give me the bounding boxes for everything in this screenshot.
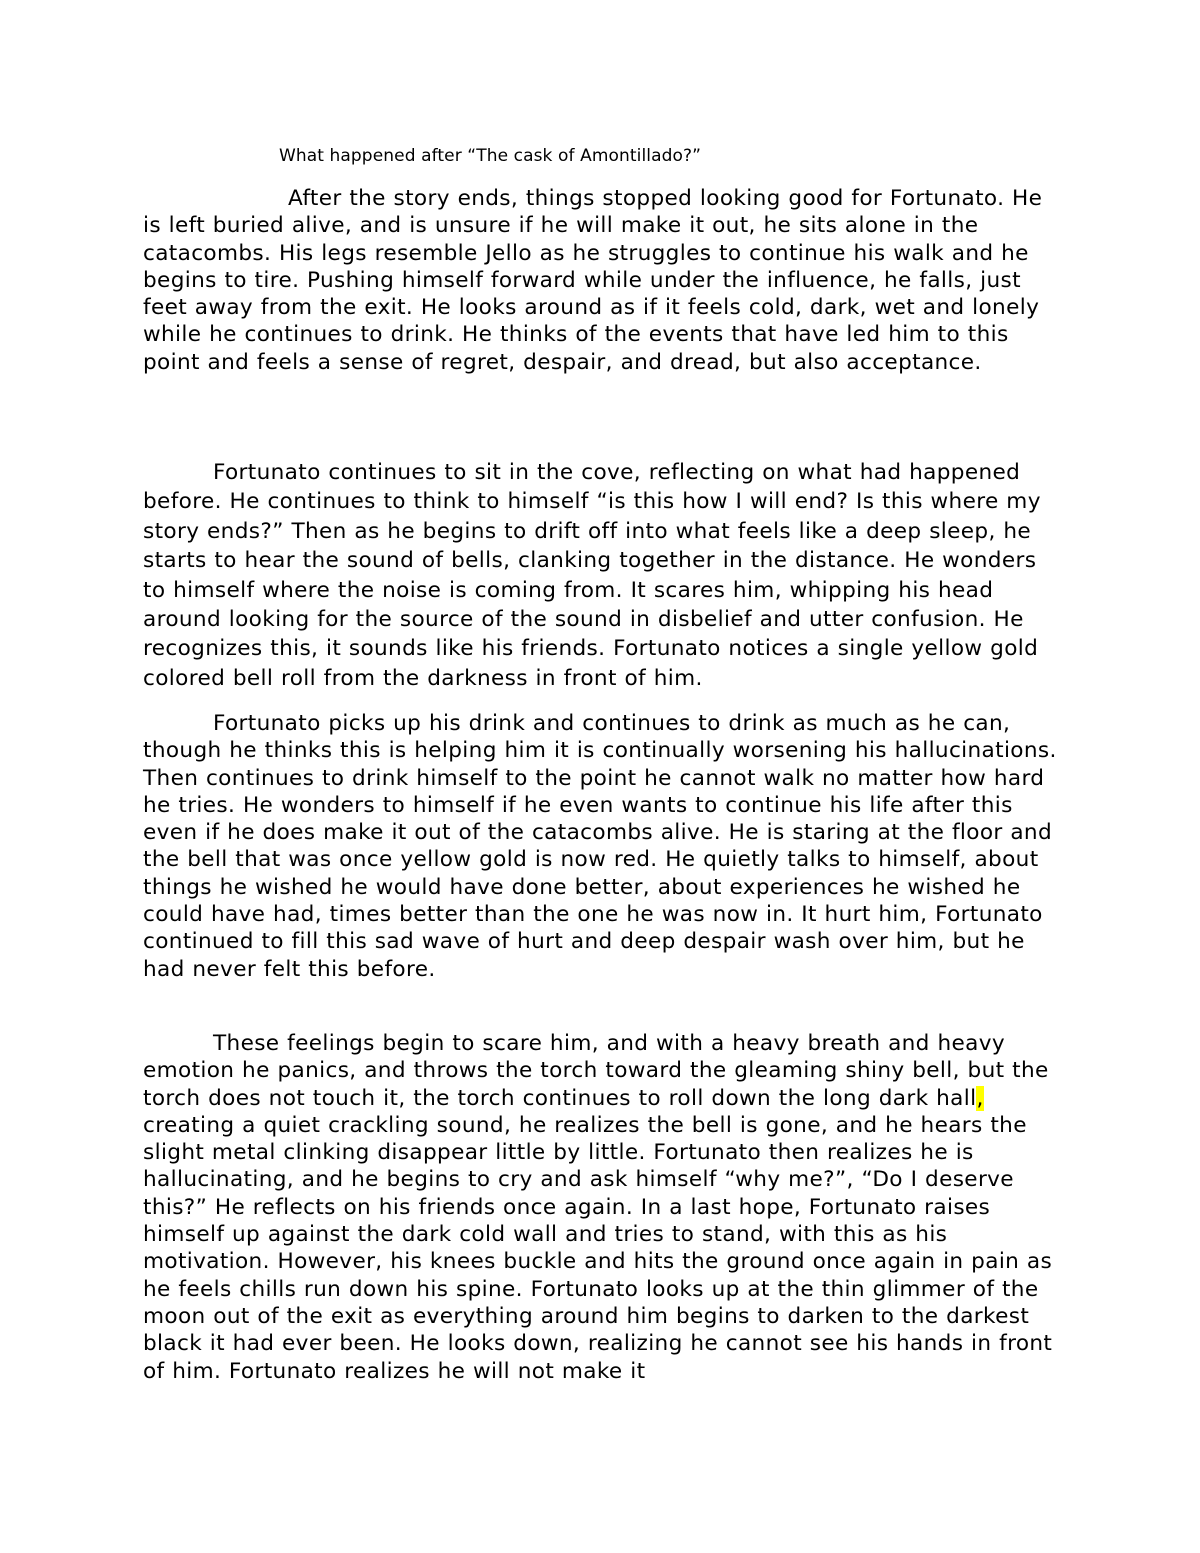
highlighted-comma: ,: [976, 1085, 984, 1111]
document-title: What happened after “The cask of Amontillado?”: [278, 146, 702, 166]
paragraph-4-text-start: These feelings begin to scare him, and with a heavy breath and heavy emotion he panics, and throws the torch toward the gleaming shiny bell, but the torch does not touch it, the torch continues to roll down the long dark hall: [143, 1031, 1049, 1111]
paragraph-4-text-end: creating a quiet crackling sound, he realizes the bell is gone, and he hears the slight metal clinking disappear little by little. Fortunato then realizes he is hallucinating, and he begins to cry and ask himself “why me?”, “Do I deserve this?” He reflects on his friends once again. In a last hope, Fortunato raises himself up against the dark cold wall and tries to stand, with this as his motivation. However, his knees buckle and hits the ground once again in pain as he feels chills run down his spine. Fortunato looks up at the thin glimmer of the moon out of the exit as everything around him begins to darken to the darkest black it had ever been. He looks down, realizing he cannot see his hands in front of him. Fortunato realizes he will not make it: [143, 1112, 1053, 1384]
paragraph-4: [143, 1030, 1063, 1385]
paragraph-3: Fortunato picks up his drink and continues to drink as much as he can, though he thinks this is helping him it is continually worsening his hallucinations. Then continues to drink himself to the point he cannot walk no matter how hard he tries. He wonders to himself if he even wants to continue his life after this even if he does make it out of the catacombs alive. He is staring at the floor and the bell that was once yellow gold is now red. He quietly talks to himself, about things he wished he would have done better, about experiences he wished he could have had, times better than the one he was now in. It hurt him, Fortunato continued to fill this sad wave of hurt and deep despair wash over him, but he had never felt this before.: [143, 711, 1057, 982]
paragraph-1: After the story ends, things stopped looking good for Fortunato. He is left buried alive, and is unsure if he will make it out, he sits alone in the catacombs. His legs resemble Jello as he struggles to continue his walk and he begins to tire. Pushing himself forward while under the influence, he falls, just feet away from the exit. He looks around as if it feels cold, dark, wet and lonely while he continues to drink. He thinks of the events that have led him to this point and feels a sense of regret, despair, and dread, but also acceptance.: [143, 186, 1043, 375]
paragraph-2: Fortunato continues to sit in the cove, reflecting on what had happened before. He continues to think to himself “is this how I will end? Is this where my story ends?” Then as he begins to drift off into what feels like a deep sleep, he starts to hear the sound of bells, clanking together in the distance. He wonders to himself where the noise is coming from. It scares him, whipping his head around looking for the source of the sound in disbelief and utter confusion. He recognizes this, it sounds like his friends. Fortunato notices a single yellow gold colored bell roll from the darkness in front of him.: [143, 460, 1041, 691]
